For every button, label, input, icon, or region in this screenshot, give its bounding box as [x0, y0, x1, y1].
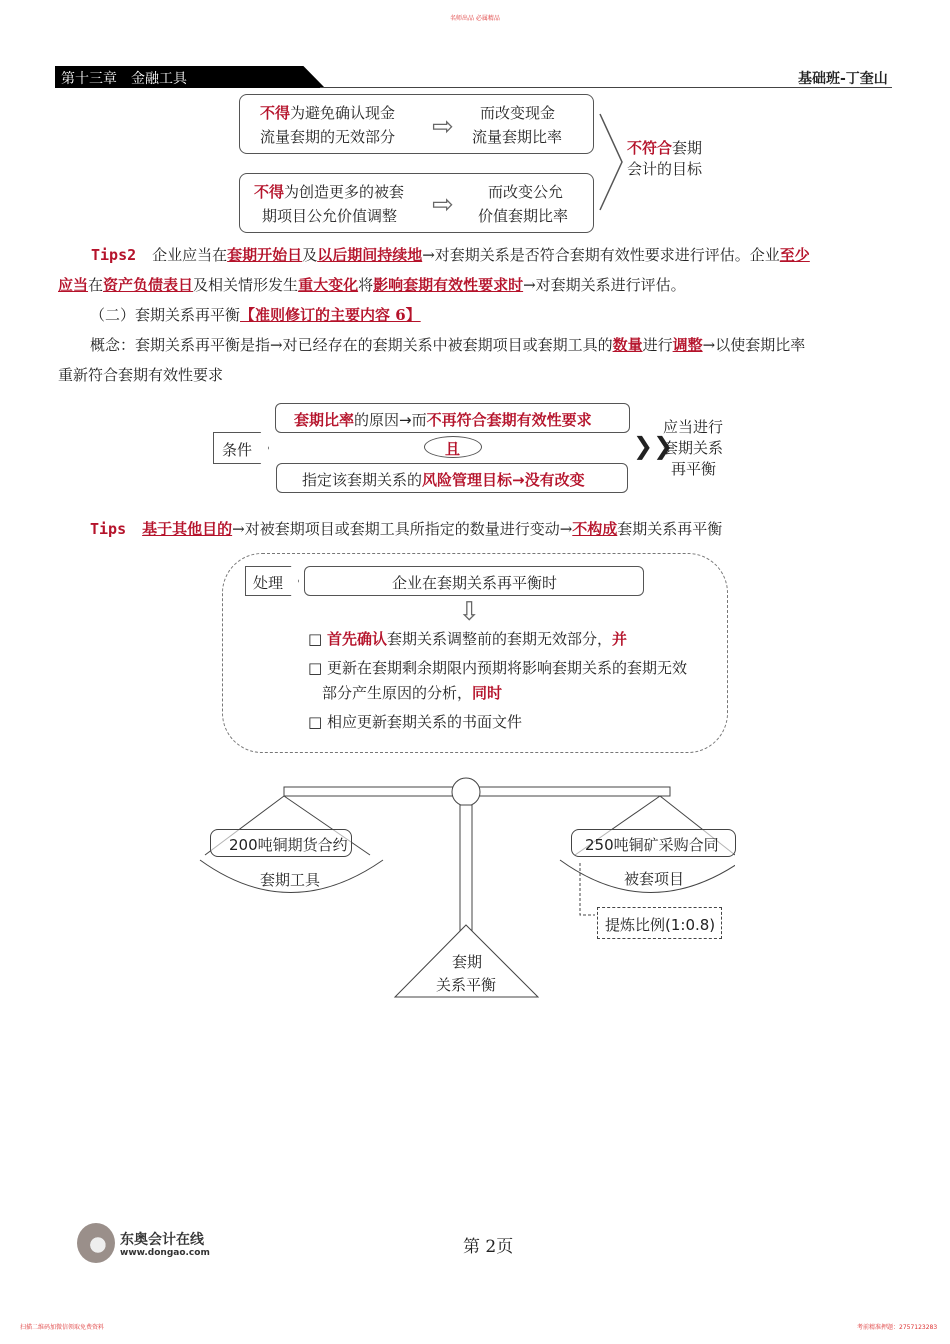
top-note: 名师出品 必属精品: [450, 15, 500, 22]
arrow-right-icon: ⇨: [432, 190, 454, 220]
arrow-down-icon: ⇨: [453, 600, 484, 622]
concept-line2: 重新符合套期有效性要求: [58, 366, 224, 384]
section-title: （二）套期关系再平衡【准则修订的主要内容 6】: [90, 306, 421, 324]
author: 基础班-丁奎山: [798, 71, 888, 87]
tips-line: Tips 基于其他目的→对被套期项目或套期工具所指定的数量进行变动→不构成套期关系再平衡: [90, 520, 723, 538]
chapter-title: 第十三章 金融工具: [61, 71, 187, 87]
footer-right-note: 考前精准押题：2757123283: [857, 1324, 938, 1331]
brace-icon: [598, 112, 626, 212]
footer-left-note: 扫描二维码加微信领取免费资料: [20, 1324, 105, 1331]
page-number: 第 2页: [463, 1237, 514, 1257]
double-chevron-icon: ❯❯: [633, 432, 674, 460]
tips2-line2: 应当在资产负债表日及相关情形发生重大变化将影响套期有效性要求时→对套期关系进行评估。: [58, 276, 686, 294]
tips2-line1: Tips2 企业应当在套期开始日及以后期间持续地→对套期关系是否符合套期有效性要求进行评估。企业至少: [91, 246, 810, 264]
concept-line1: 概念：套期关系再平衡是指→对已经存在的套期关系中被套期项目或套期工具的数量进行调整→以使套期比率: [90, 336, 806, 354]
arrow-right-icon: ⇨: [432, 112, 454, 142]
